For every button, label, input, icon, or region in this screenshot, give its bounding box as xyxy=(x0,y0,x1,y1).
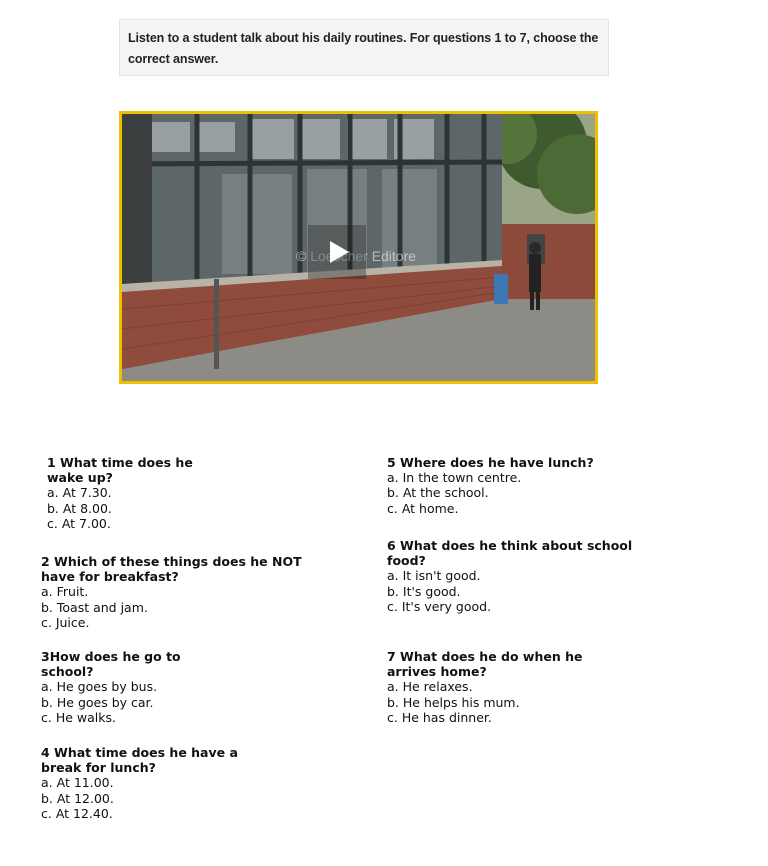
answer-option[interactable]: a. At 11.00. xyxy=(41,775,114,791)
question-title-line: have for breakfast? xyxy=(41,569,179,585)
play-icon xyxy=(330,241,349,263)
question-title-line: food? xyxy=(387,553,426,569)
question-title-line: wake up? xyxy=(47,470,113,486)
question-title-line: 3How does he go to xyxy=(41,649,181,664)
question-title-line: 5 Where does he have lunch? xyxy=(387,455,594,470)
question-title-line: 7 What does he do when he xyxy=(387,649,583,664)
question-1 xyxy=(47,455,193,531)
question-7 xyxy=(387,649,582,725)
answer-option[interactable]: c. It's very good. xyxy=(387,598,492,614)
question-title-line: 1 What time does he xyxy=(47,455,193,470)
answer-option[interactable]: c. He walks. xyxy=(41,709,116,725)
question-5 xyxy=(387,455,594,516)
question-title-line: school? xyxy=(41,664,94,680)
answer-option[interactable]: a. At 7.30. xyxy=(47,485,112,501)
question-title-line: 4 What time does he have a xyxy=(41,745,238,760)
video-watermark: © Loescher Editore xyxy=(296,248,417,264)
answer-option[interactable]: c. At home. xyxy=(387,500,459,516)
answer-option[interactable]: b. At 12.00. xyxy=(41,790,114,806)
instructions-text: Listen to a student talk about his daily routines. For questions 1 to 7, choose the correct answer. xyxy=(128,31,599,66)
answer-option[interactable]: b. He goes by car. xyxy=(41,694,154,710)
question-title-line: 6 What does he think about school xyxy=(387,538,633,553)
answer-option[interactable]: c. He has dinner. xyxy=(387,709,492,725)
question-4 xyxy=(41,745,238,821)
instructions-box xyxy=(119,19,609,76)
answer-option[interactable]: b. At the school. xyxy=(387,485,489,501)
answer-option[interactable]: b. He helps his mum. xyxy=(387,694,520,710)
answer-option[interactable]: b. At 8.00. xyxy=(47,500,112,516)
answer-option[interactable]: c. At 12.40. xyxy=(41,805,113,821)
answer-option[interactable]: b. It's good. xyxy=(387,583,461,599)
question-3 xyxy=(41,649,181,725)
answer-option[interactable]: a. It isn't good. xyxy=(387,568,481,584)
question-2 xyxy=(41,554,302,630)
answer-option[interactable]: a. He relaxes. xyxy=(387,679,473,695)
answer-option[interactable]: b. Toast and jam. xyxy=(41,599,148,615)
answer-option[interactable]: c. Juice. xyxy=(41,614,90,630)
question-title-line: arrives home? xyxy=(387,664,487,680)
answer-option[interactable]: a. He goes by bus. xyxy=(41,679,158,695)
question-title-line: break for lunch? xyxy=(41,760,156,776)
video-player[interactable] xyxy=(119,111,598,384)
answer-option[interactable]: a. Fruit. xyxy=(41,584,89,600)
question-title-line: 2 Which of these things does he NOT xyxy=(41,554,302,569)
answer-option[interactable]: c. At 7.00. xyxy=(47,515,111,531)
question-6 xyxy=(387,538,632,614)
answer-option[interactable]: a. In the town centre. xyxy=(387,470,522,486)
play-button[interactable] xyxy=(308,225,366,279)
